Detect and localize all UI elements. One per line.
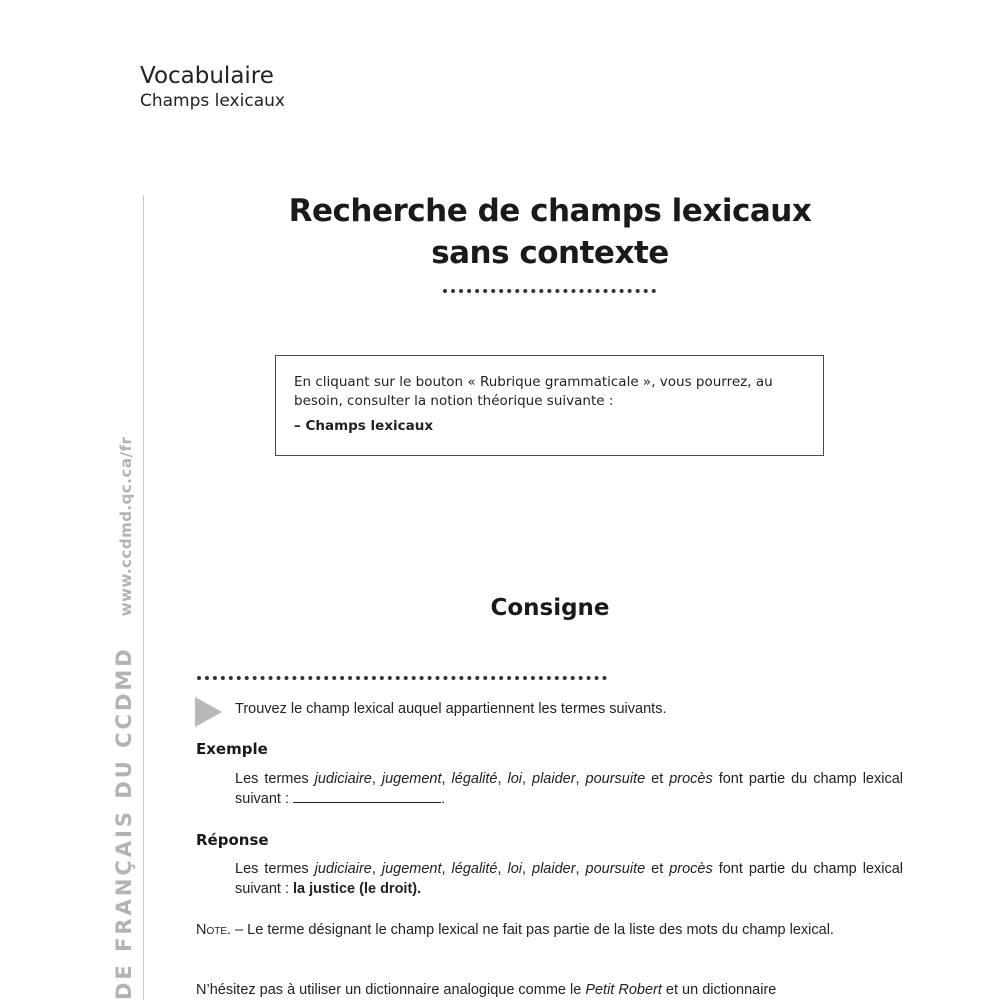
tip-text: N’hésitez pas à utiliser un dictionnaire analogique comme le Petit Robert et un dictionnaire: [196, 982, 777, 998]
note-label: Note.: [196, 922, 232, 938]
page-title: [250, 190, 850, 274]
consigne-dotted-divider: [197, 676, 607, 680]
info-box-text: En cliquant sur le bouton « Rubrique grammaticale », vous pourrez, au besoin, consulter la notion théorique suivante :: [294, 374, 773, 409]
consigne-heading: Consigne: [490, 595, 610, 621]
reponse-answer: la justice (le droit).: [293, 881, 422, 897]
instruction-text: Trouvez le champ lexical auquel appartiennent les termes suivants.: [235, 701, 667, 717]
reponse-label: Réponse: [196, 831, 269, 849]
section-header: [140, 62, 285, 112]
reponse-text: Les termes judiciaire, jugement, légalité, loi, plaider, poursuite et procès font partie du champ lexical suivant : la justice (le droit).: [235, 861, 903, 897]
info-box-item: – Champs lexicaux: [294, 418, 434, 434]
answer-blank: [293, 790, 441, 803]
side-url: www.ccdmd.qc.ca/fr: [117, 436, 135, 617]
note-text: Note. – Le terme désignant le champ lexical ne fait pas partie de la liste des mots du champ lexical.: [196, 922, 834, 938]
section-subtitle: Champs lexicaux: [140, 91, 285, 111]
instruction: [195, 697, 915, 727]
page-title-line2: sans contexte: [431, 235, 669, 271]
info-box: [275, 355, 824, 456]
title-dotted-divider: [443, 289, 656, 293]
page-title-line1: Recherche de champs lexicaux: [288, 193, 812, 229]
side-brand: DE FRANÇAIS DU CCDMD: [112, 646, 136, 1000]
margin-rule: [143, 195, 144, 1000]
exemple-label: Exemple: [196, 740, 268, 758]
section-title: Vocabulaire: [140, 63, 274, 89]
play-arrow-icon: [195, 697, 222, 727]
side-margin-text: [112, 437, 136, 1000]
exemple-text: Les termes judiciaire, jugement, légalité, loi, plaider, poursuite et procès font partie du champ lexical suivant : .: [235, 771, 903, 807]
